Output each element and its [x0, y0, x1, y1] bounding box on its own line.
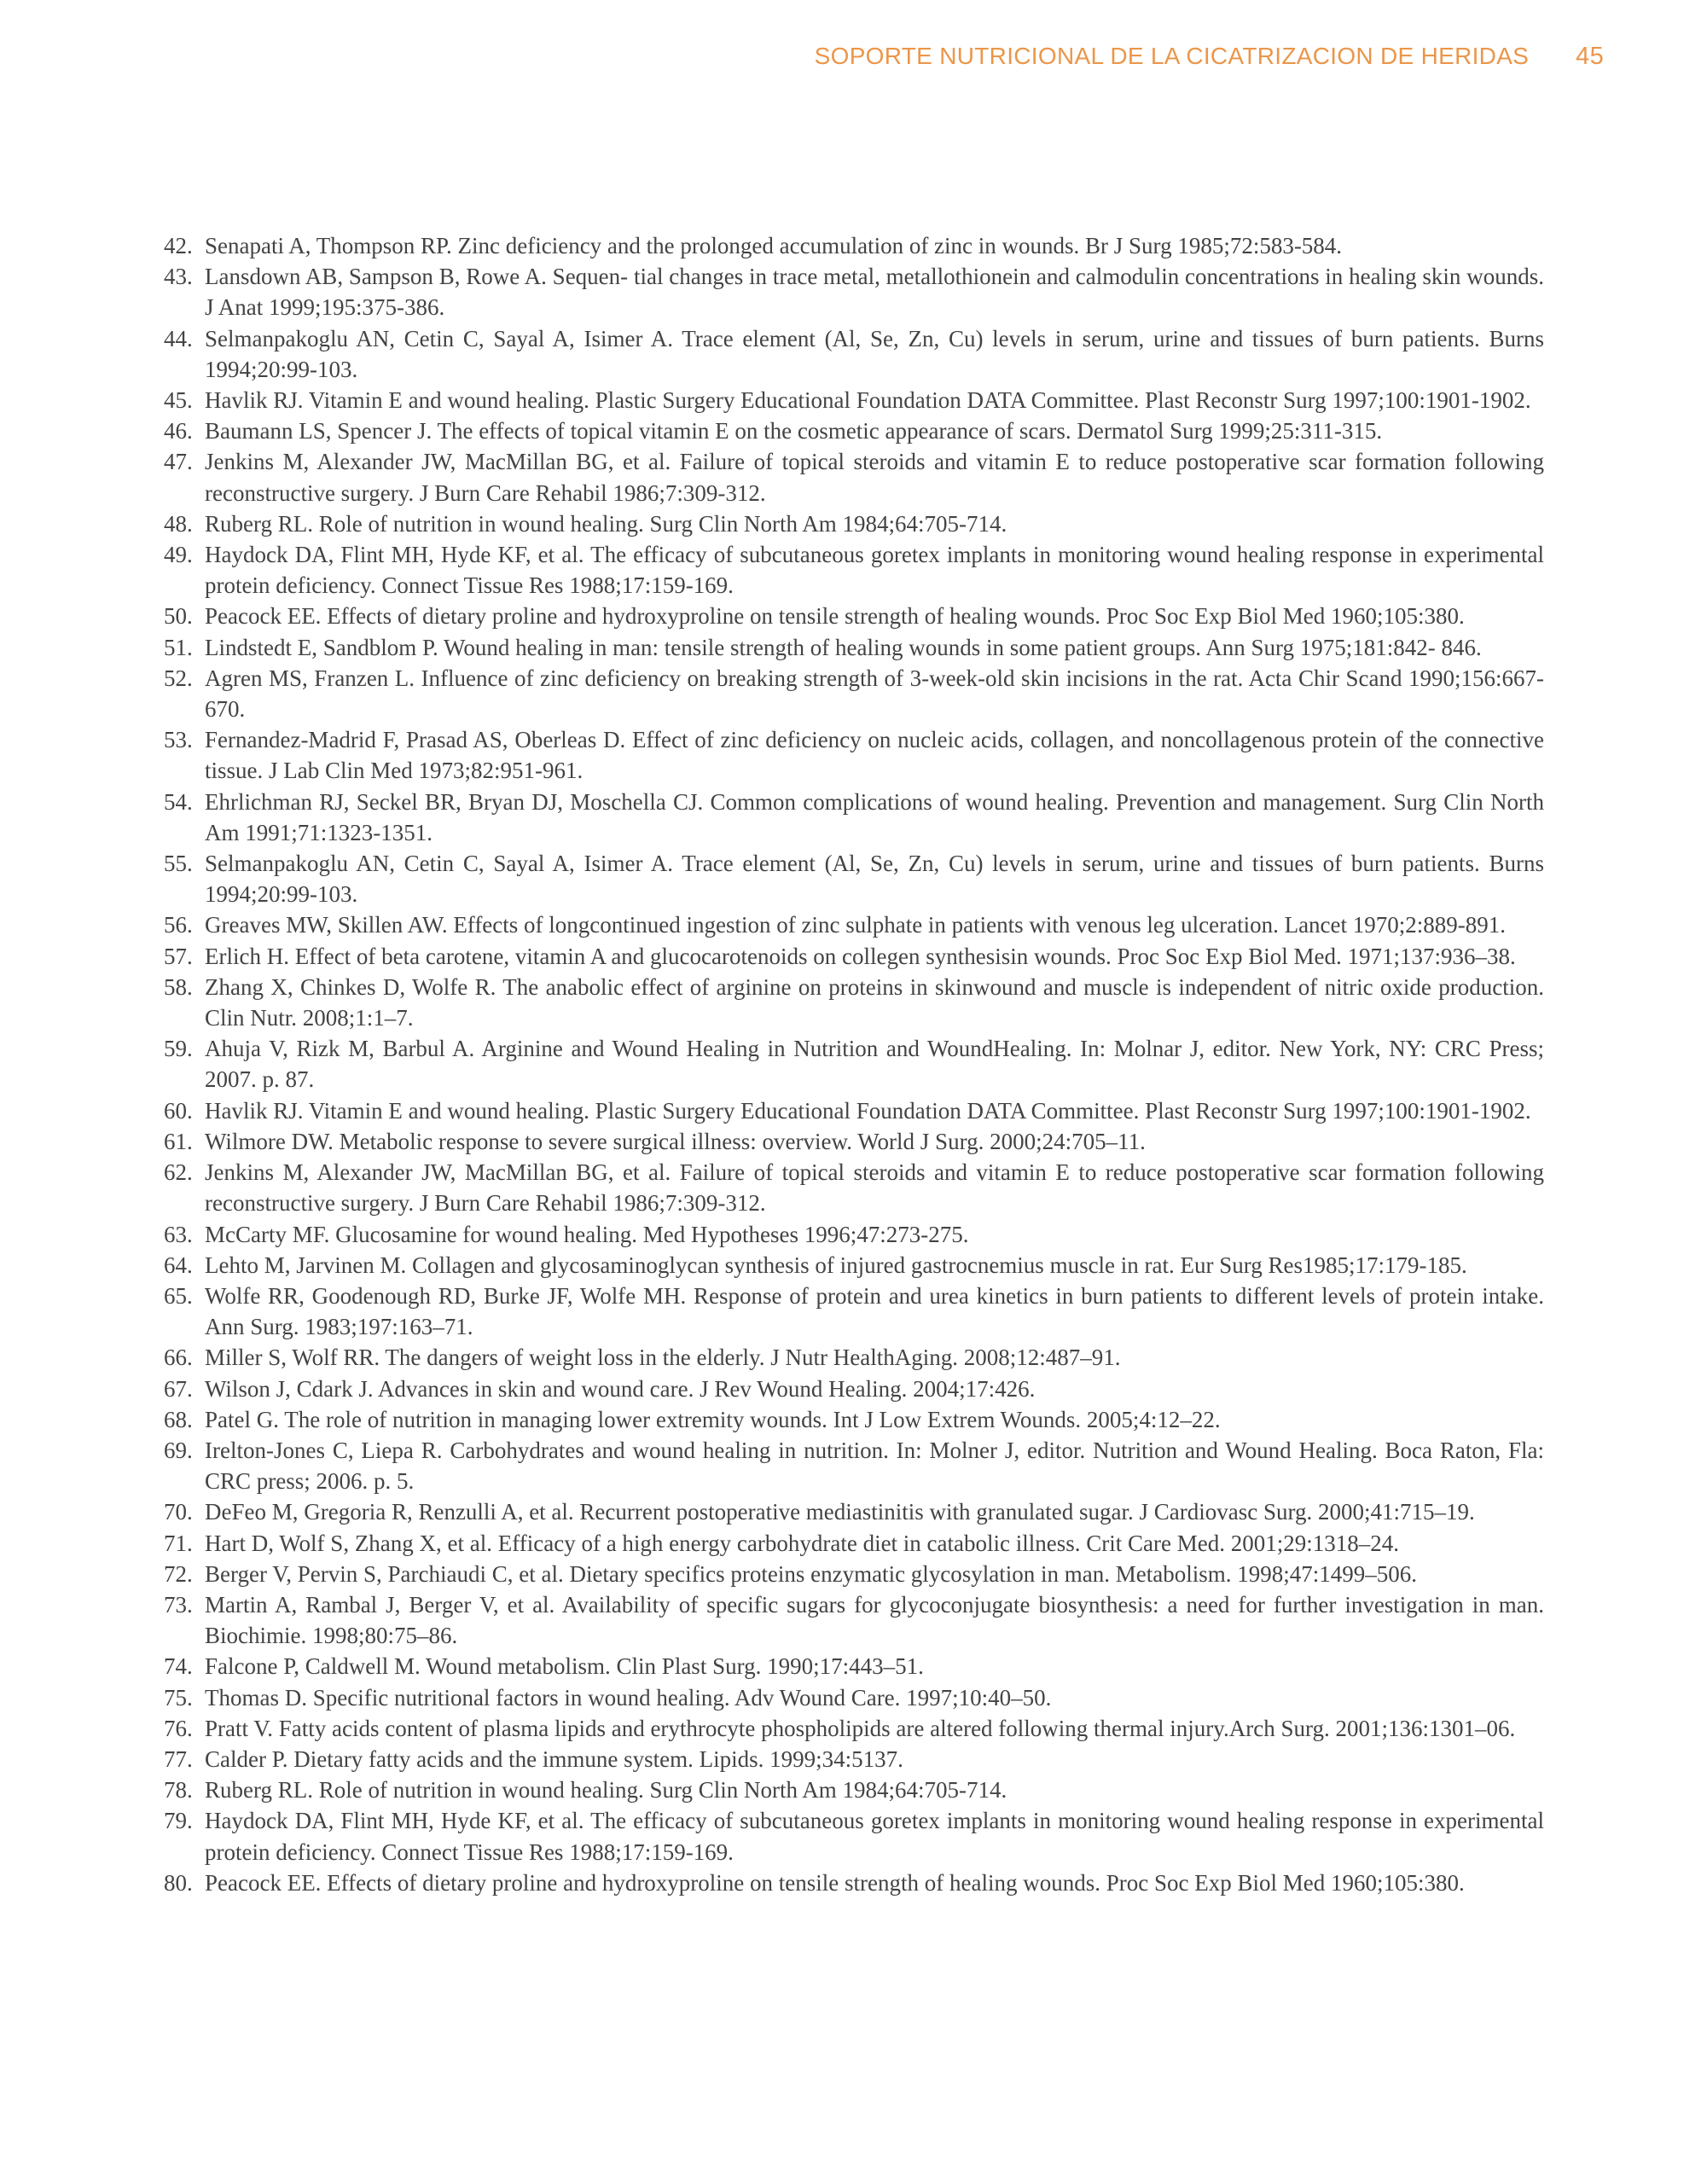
reference-item [164, 1805, 1544, 1867]
reference-text: Jenkins M, Alexander JW, MacMillan BG, et al. Failure of topical steroids and vitamin E to reduce postoperative scar formation following reconstructive surgery. J Burn Care Rehabil 1986;7:309-312. [205, 449, 1544, 506]
reference-item [164, 663, 1544, 724]
reference-item [164, 632, 1544, 663]
reference-text: Ruberg RL. Role of nutrition in wound healing. Surg Clin North Am 1984;64:705-714. [205, 510, 1007, 537]
reference-text: Pratt V. Fatty acids content of plasma lipids and erythrocyte phospholipids are altered following thermal injury.Arch Surg. 2001;136:1301–06. [205, 1715, 1516, 1741]
reference-text: Havlik RJ. Vitamin E and wound healing. Plastic Surgery Educational Foundation DATA Committee. Plast Reconstr Surg 1997;100:1901-1902. [205, 1097, 1531, 1124]
reference-number: 76. [164, 1715, 193, 1741]
reference-number: 59. [164, 1036, 193, 1062]
reference-text: Wilson J, Cdark J. Advances in skin and wound care. J Rev Wound Healing. 2004;17:426. [205, 1375, 1036, 1402]
reference-number: 70. [164, 1499, 193, 1525]
reference-item [164, 1126, 1544, 1157]
reference-text: Wilmore DW. Metabolic response to severe surgical illness: overview. World J Surg. 2000;24:705–11. [205, 1128, 1146, 1154]
reference-number: 72. [164, 1560, 193, 1587]
reference-text: Baumann LS, Spencer J. The effects of topical vitamin E on the cosmetic appearance of scars. Dermatol Surg 1999;25:311-315. [205, 418, 1383, 444]
reference-number: 45. [164, 387, 193, 414]
reference-number: 80. [164, 1869, 193, 1896]
reference-number: 47. [164, 449, 193, 475]
reference-item [164, 909, 1544, 940]
reference-text: Greaves MW, Skillen AW. Effects of longcontinued ingestion of zinc sulphate in patients with venous leg ulceration. Lancet 1970;2:889-891. [205, 912, 1507, 938]
reference-text: Berger V, Pervin S, Parchiaudi C, et al. Dietary specifics proteins enzymatic glycosylation in man. Metabolism. 1998;47:1499–506. [205, 1560, 1418, 1587]
reference-list [164, 230, 1544, 1898]
reference-number: 44. [164, 325, 193, 351]
reference-text: Martin A, Rambal J, Berger V, et al. Availability of specific sugars for glycoconjugate biosynthesis: a need for further investigation in man. Biochimie. 1998;80:75–86. [205, 1591, 1544, 1649]
reference-text: Lehto M, Jarvinen M. Collagen and glycosaminoglycan synthesis of injured gastrocnemius muscle in rat. Eur Surg Res1985;17:179-185. [205, 1252, 1467, 1278]
reference-text: Patel G. The role of nutrition in managing lower extremity wounds. Int J Low Extrem Wounds. 2005;4:12–22. [205, 1406, 1221, 1432]
reference-item [164, 1157, 1544, 1218]
reference-item [164, 1342, 1544, 1373]
reference-number: 46. [164, 418, 193, 444]
reference-number: 75. [164, 1684, 193, 1711]
reference-number: 69. [164, 1437, 193, 1463]
reference-number: 54. [164, 788, 193, 815]
reference-item [164, 941, 1544, 972]
reference-item [164, 972, 1544, 1033]
reference-text: Ehrlichman RJ, Seckel BR, Bryan DJ, Moschella CJ. Common complications of wound healing. Prevention and management. Surg Clin North Am 1991;71:1323-1351. [205, 788, 1544, 845]
reference-number: 53. [164, 727, 193, 753]
reference-item [164, 1435, 1544, 1496]
reference-item [164, 1867, 1544, 1898]
reference-item [164, 1033, 1544, 1095]
reference-text: Thomas D. Specific nutritional factors in wound healing. Adv Wound Care. 1997;10:40–50. [205, 1684, 1052, 1711]
reference-number: 73. [164, 1591, 193, 1618]
reference-item [164, 724, 1544, 786]
reference-text: Havlik RJ. Vitamin E and wound healing. Plastic Surgery Educational Foundation DATA Committee. Plast Reconstr Surg 1997;100:1901-1902. [205, 387, 1531, 414]
reference-item [164, 1774, 1544, 1805]
page-number: 45 [1576, 43, 1604, 70]
reference-number: 64. [164, 1252, 193, 1278]
reference-number: 67. [164, 1375, 193, 1402]
reference-text: Senapati A, Thompson RP. Zinc deficiency and the prolonged accumulation of zinc in wounds. Br J Surg 1985;72:583-584. [205, 233, 1343, 258]
reference-text: Hart D, Wolf S, Zhang X, et al. Efficacy of a high energy carbohydrate diet in catabolic illness. Crit Care Med. 2001;29:1318–24. [205, 1530, 1399, 1556]
reference-text: Peacock EE. Effects of dietary proline and hydroxyproline on tensile strength of healing wounds. Proc Soc Exp Biol Med 1960;105:380. [205, 1869, 1465, 1896]
reference-number: 51. [164, 634, 193, 660]
reference-number: 78. [164, 1777, 193, 1804]
reference-item [164, 1744, 1544, 1774]
reference-number: 68. [164, 1406, 193, 1432]
reference-item [164, 539, 1544, 601]
reference-text: Haydock DA, Flint MH, Hyde KF, et al. The efficacy of subcutaneous goretex implants in monitoring wound healing response in experimental protein deficiency. Connect Tissue Res 1988;17:159-169. [205, 1808, 1544, 1865]
reference-item [164, 1682, 1544, 1713]
reference-number: 55. [164, 851, 193, 877]
reference-item [164, 1589, 1544, 1651]
reference-text: Miller S, Wolf RR. The dangers of weight loss in the elderly. J Nutr HealthAging. 2008;12:487–91. [205, 1345, 1121, 1371]
reference-text: McCarty MF. Glucosamine for wound healing. Med Hypotheses 1996;47:273-275. [205, 1221, 969, 1247]
reference-item [164, 1651, 1544, 1682]
reference-text: Falcone P, Caldwell M. Wound metabolism. Clin Plast Surg. 1990;17:443–51. [205, 1653, 924, 1680]
reference-text: Ahuja V, Rizk M, Barbul A. Arginine and Wound Healing in Nutrition and WoundHealing. In: Molnar J, editor. New York, NY: CRC Press; 2007. p. 87. [205, 1036, 1544, 1093]
reference-number: 74. [164, 1653, 193, 1680]
reference-item [164, 1713, 1544, 1744]
reference-number: 65. [164, 1282, 193, 1309]
reference-text: Agren MS, Franzen L. Influence of zinc deficiency on breaking strength of 3-week-old skin incisions in the rat. Acta Chir Scand 1990;156:667-670. [205, 665, 1544, 723]
reference-item [164, 1528, 1544, 1559]
reference-text: DeFeo M, Gregoria R, Renzulli A, et al. Recurrent postoperative mediastinitis with granulated sugar. J Cardiovasc Surg. 2000;41:715–19. [205, 1499, 1475, 1525]
reference-number: 71. [164, 1530, 193, 1556]
reference-text: Fernandez-Madrid F, Prasad AS, Oberleas D. Effect of zinc deficiency on nucleic acids, collagen, and noncollagenous protein of the connective tissue. J Lab Clin Med 1973;82:951-961. [205, 727, 1544, 784]
reference-text: Haydock DA, Flint MH, Hyde KF, et al. The efficacy of subcutaneous goretex implants in monitoring wound healing response in experimental protein deficiency. Connect Tissue Res 1988;17:159-169. [205, 542, 1544, 599]
reference-item [164, 230, 1544, 261]
reference-item [164, 1496, 1544, 1527]
reference-number: 48. [164, 510, 193, 537]
reference-number: 60. [164, 1097, 193, 1124]
reference-number: 62. [164, 1159, 193, 1186]
reference-item [164, 508, 1544, 539]
reference-number: 63. [164, 1221, 193, 1247]
running-header [815, 43, 1604, 71]
reference-item [164, 787, 1544, 848]
reference-text: Lansdown AB, Sampson B, Rowe A. Sequen- tial changes in trace metal, metallothionein and calmodulin concentrations in healing skin wounds. J Anat 1999;195:375-386. [205, 264, 1544, 321]
reference-number: 56. [164, 912, 193, 938]
reference-text: Irelton-Jones C, Liepa R. Carbohydrates and wound healing in nutrition. In: Molner J, editor. Nutrition and Wound Healing. Boca Raton, Fla: CRC press; 2006. p. 5. [205, 1437, 1544, 1495]
reference-number: 57. [164, 943, 193, 969]
page-title: SOPORTE NUTRICIONAL DE LA CICATRIZACION DE HERIDAS [814, 43, 1530, 69]
reference-item [164, 1095, 1544, 1126]
reference-item [164, 415, 1544, 446]
reference-text: Jenkins M, Alexander JW, MacMillan BG, et al. Failure of topical steroids and vitamin E to reduce postoperative scar formation following reconstructive surgery. J Burn Care Rehabil 1986;7:309-312. [205, 1159, 1544, 1217]
reference-number: 58. [164, 973, 193, 1000]
reference-item [164, 1404, 1544, 1435]
reference-item [164, 1250, 1544, 1281]
reference-item [164, 848, 1544, 909]
reference-item [164, 446, 1544, 508]
reference-text: Ruberg RL. Role of nutrition in wound healing. Surg Clin North Am 1984;64:705-714. [205, 1777, 1007, 1804]
reference-text: Selmanpakoglu AN, Cetin C, Sayal A, Isimer A. Trace element (Al, Se, Zn, Cu) levels in serum, urine and tissues of burn patients. Burns 1994;20:99-103. [205, 851, 1544, 908]
reference-number: 79. [164, 1808, 193, 1834]
reference-item [164, 1281, 1544, 1342]
reference-item [164, 1219, 1544, 1250]
reference-number: 42. [164, 233, 193, 258]
reference-number: 43. [164, 264, 193, 290]
reference-number: 61. [164, 1128, 193, 1154]
reference-number: 49. [164, 542, 193, 568]
reference-text: Lindstedt E, Sandblom P. Wound healing in man: tensile strength of healing wounds in some patient groups. Ann Surg 1975;181:842- 846. [205, 634, 1482, 660]
reference-text: Selmanpakoglu AN, Cetin C, Sayal A, Isimer A. Trace element (Al, Se, Zn, Cu) levels in serum, urine and tissues of burn patients. Burns 1994;20:99-103. [205, 325, 1544, 382]
reference-item [164, 601, 1544, 631]
reference-text: Erlich H. Effect of beta carotene, vitamin A and glucocarotenoids on collegen synthesisin wounds. Proc Soc Exp Biol Med. 1971;137:936–38. [205, 943, 1516, 969]
reference-text: Peacock EE. Effects of dietary proline and hydroxyproline on tensile strength of healing wounds. Proc Soc Exp Biol Med 1960;105:380. [205, 603, 1465, 630]
reference-item [164, 1559, 1544, 1589]
reference-number: 50. [164, 603, 193, 630]
reference-number: 66. [164, 1345, 193, 1371]
reference-text: Wolfe RR, Goodenough RD, Burke JF, Wolfe MH. Response of protein and urea kinetics in burn patients to different levels of protein intake. Ann Surg. 1983;197:163–71. [205, 1282, 1544, 1340]
reference-item [164, 323, 1544, 385]
reference-item [164, 385, 1544, 415]
reference-number: 77. [164, 1745, 193, 1772]
reference-item [164, 261, 1544, 322]
reference-text: Zhang X, Chinkes D, Wolfe R. The anabolic effect of arginine on proteins in skinwound and muscle is independent of nitric oxide production. Clin Nutr. 2008;1:1–7. [205, 973, 1544, 1031]
reference-text: Calder P. Dietary fatty acids and the immune system. Lipids. 1999;34:5137. [205, 1745, 903, 1772]
reference-item [164, 1374, 1544, 1404]
reference-number: 52. [164, 665, 193, 691]
